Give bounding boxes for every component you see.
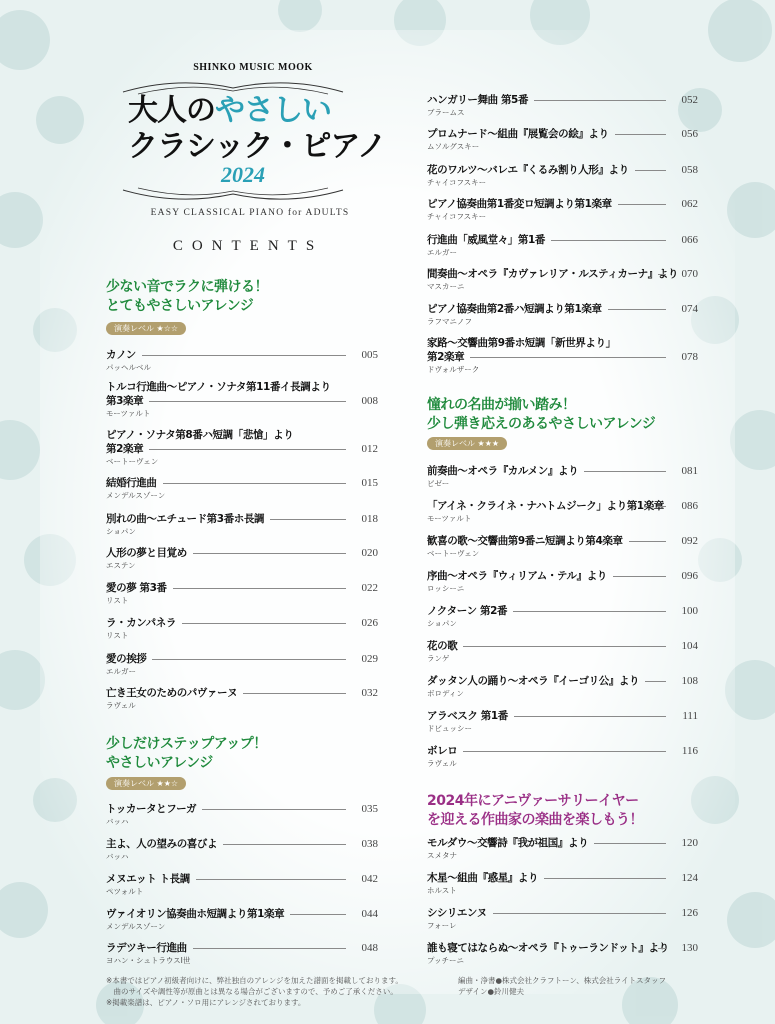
entry-title: ノクターン 第2番 bbox=[427, 605, 508, 617]
entry-title: 主よ、人の望みの喜びよ bbox=[106, 838, 218, 850]
entry-title: ピアノ・ソナタ第8番ハ短調「悲愴」より bbox=[106, 429, 294, 441]
leader-line bbox=[534, 100, 666, 101]
contents-entry bbox=[427, 499, 698, 524]
entry-composer: パッヘルベル bbox=[106, 363, 151, 372]
contents-entry bbox=[106, 907, 378, 932]
entry-page-number: 070 bbox=[681, 268, 698, 280]
entry-title: 別れの曲～エチュード第3番ホ長調 bbox=[106, 513, 265, 525]
entry-title: 家路～交響曲第9番ホ短調「新世界より」 bbox=[427, 337, 616, 349]
title-year: 2024 bbox=[221, 162, 265, 187]
leader-line bbox=[594, 843, 666, 844]
contents-entry bbox=[427, 233, 698, 258]
entry-composer: マスカーニ bbox=[427, 282, 465, 291]
entry-title: ピアノ協奏曲第2番ハ短調より第1楽章 bbox=[427, 303, 602, 315]
entry-title: 愛の夢 第3番 bbox=[106, 582, 167, 594]
entry-title: ヴァイオリン協奏曲ホ短調より第1楽章 bbox=[106, 908, 285, 920]
entry-title: トッカータとフーガ bbox=[106, 803, 197, 815]
entry-page-number: 108 bbox=[681, 675, 698, 687]
entry-composer: ランゲ bbox=[427, 654, 450, 663]
entry-page-number: 029 bbox=[361, 653, 378, 665]
contents-entry bbox=[106, 380, 378, 419]
entry-title: ダッタン人の踊り～オペラ『イーゴリ公』より bbox=[427, 675, 640, 687]
entry-title: ラデツキー行進曲 bbox=[106, 942, 187, 954]
entry-composer: チャイコフスキー bbox=[427, 212, 487, 221]
entry-page-number: 096 bbox=[681, 570, 698, 582]
entry-composer: ベートーヴェン bbox=[427, 549, 480, 558]
entry-title: トルコ行進曲～ピアノ・ソナタ第11番イ長調より bbox=[106, 381, 331, 393]
entry-page-number: 022 bbox=[361, 582, 378, 594]
entry-title: 間奏曲～オペラ『カヴァレリア・ルスティカーナ』より bbox=[427, 268, 679, 280]
leader-line bbox=[608, 309, 666, 310]
entry-title: 愛の挨拶 bbox=[106, 653, 147, 665]
entry-title: シシリエンヌ bbox=[427, 907, 487, 919]
leader-line bbox=[463, 751, 666, 752]
contents-entry bbox=[106, 581, 378, 606]
entry-title: ラ・カンパネラ bbox=[106, 617, 176, 629]
leader-line bbox=[551, 240, 666, 241]
entry-page-number: 038 bbox=[361, 838, 378, 850]
contents-entry bbox=[427, 127, 698, 152]
entry-page-number: 058 bbox=[681, 164, 698, 176]
entry-title: 木星～組曲『惑星』より bbox=[427, 872, 539, 884]
contents-entry bbox=[427, 639, 698, 664]
entry-title: メヌエット ト長調 bbox=[106, 873, 190, 885]
entry-composer: ドビュッシー bbox=[427, 724, 472, 733]
entry-page-number: 012 bbox=[361, 443, 378, 455]
entry-page-number: 018 bbox=[361, 513, 378, 525]
contents-entry bbox=[427, 197, 698, 222]
entry-composer: メンデルスゾーン bbox=[106, 491, 166, 500]
entry-page-number: 100 bbox=[681, 605, 698, 617]
entry-title: 序曲～オペラ『ウィリアム・テル』より bbox=[427, 570, 607, 582]
entry-page-number: 015 bbox=[361, 477, 378, 489]
title-line-2: クラシック・ピアノ bbox=[128, 129, 386, 164]
contents-entry bbox=[106, 837, 378, 862]
entry-composer: ラフマニノフ bbox=[427, 317, 472, 326]
contents-entry bbox=[427, 464, 698, 489]
leader-line bbox=[149, 449, 346, 450]
entry-page-number: 130 bbox=[681, 942, 698, 954]
section-heading-1: 少ない音でラクに弾ける！ とてもやさしいアレンジ bbox=[106, 279, 268, 314]
leader-line bbox=[584, 471, 666, 472]
contents-entry bbox=[106, 348, 378, 373]
entry-page-number: 056 bbox=[681, 128, 698, 140]
contents-entry bbox=[106, 941, 378, 966]
entry-page-number: 032 bbox=[361, 687, 378, 699]
entry-page-number: 048 bbox=[361, 942, 378, 954]
contents-entry bbox=[427, 93, 698, 118]
level-badge-2: 演奏レベル ★★☆ bbox=[106, 777, 186, 790]
entry-title: 亡き王女のためのパヴァーヌ bbox=[106, 687, 238, 699]
entry-title: アラベスク 第1番 bbox=[427, 710, 508, 722]
leader-line bbox=[270, 519, 346, 520]
entry-page-number: 066 bbox=[681, 234, 698, 246]
entry-page-number: 104 bbox=[681, 640, 698, 652]
contents-entry bbox=[427, 941, 698, 966]
contents-entry bbox=[427, 744, 698, 769]
entry-composer: ロッシーニ bbox=[427, 584, 465, 593]
entry-composer: ブラームス bbox=[427, 108, 465, 117]
entry-page-number: 126 bbox=[681, 907, 698, 919]
entry-composer: モーツァルト bbox=[106, 409, 151, 418]
entry-composer: エルガー bbox=[106, 667, 136, 676]
entry-page-number: 026 bbox=[361, 617, 378, 629]
leader-line bbox=[658, 948, 666, 949]
contents-entry bbox=[106, 872, 378, 897]
contents-entry bbox=[106, 546, 378, 571]
contents-entry bbox=[427, 302, 698, 327]
entry-composer: ヨハン・シュトラウスⅠ世 bbox=[106, 956, 191, 965]
leader-line bbox=[152, 659, 346, 660]
contents-entry bbox=[427, 836, 698, 861]
contents-entry bbox=[427, 569, 698, 594]
leader-line bbox=[196, 879, 346, 880]
entry-page-number: 042 bbox=[361, 873, 378, 885]
section-heading-4: 2024年にアニヴァーサリーイヤー を迎える作曲家の楽曲を楽しもう！ bbox=[427, 793, 643, 828]
entry-composer: バッハ bbox=[106, 817, 129, 826]
entry-page-number: 020 bbox=[361, 547, 378, 559]
entry-title: 第2楽章 bbox=[427, 351, 465, 363]
entry-title: ピアノ協奏曲第1番変ロ短調より第1楽章 bbox=[427, 198, 612, 210]
leader-line bbox=[182, 623, 346, 624]
contents-heading: CONTENTS bbox=[172, 238, 324, 254]
leader-line bbox=[635, 170, 666, 171]
leader-line bbox=[514, 716, 666, 717]
leader-line bbox=[615, 134, 666, 135]
entry-page-number: 086 bbox=[681, 500, 698, 512]
entry-composer: ドヴォルザーク bbox=[427, 365, 480, 374]
title-line-1: 大人のやさしい bbox=[128, 93, 331, 128]
entry-composer: スメタナ bbox=[427, 851, 457, 860]
contents-entry bbox=[106, 512, 378, 537]
entry-composer: ショパン bbox=[106, 527, 136, 536]
entry-page-number: 111 bbox=[682, 710, 698, 722]
entry-composer: ホルスト bbox=[427, 886, 457, 895]
contents-entry bbox=[106, 802, 378, 827]
publisher-label: SHINKO MUSIC MOOK bbox=[193, 62, 313, 73]
leader-line bbox=[163, 483, 347, 484]
entry-title: 「アイネ・クライネ・ナハトムジーク」より第1楽章 bbox=[427, 500, 664, 512]
entry-composer: ペツォルト bbox=[106, 887, 144, 896]
contents-entry bbox=[106, 652, 378, 677]
contents-entry bbox=[427, 163, 698, 188]
entry-page-number: 124 bbox=[681, 872, 698, 884]
entry-page-number: 081 bbox=[681, 465, 698, 477]
entry-composer: リスト bbox=[106, 596, 129, 605]
leader-line bbox=[618, 204, 666, 205]
contents-entry bbox=[427, 674, 698, 699]
contents-entry bbox=[427, 534, 698, 559]
level-badge-3: 演奏レベル ★★★ bbox=[427, 437, 507, 450]
entry-composer: ビゼー bbox=[427, 479, 450, 488]
entry-page-number: 078 bbox=[681, 351, 698, 363]
contents-entry bbox=[106, 428, 378, 467]
leader-line bbox=[470, 357, 666, 358]
leader-line bbox=[202, 809, 346, 810]
leader-line bbox=[142, 355, 346, 356]
leader-line bbox=[613, 576, 666, 577]
entry-composer: モーツァルト bbox=[427, 514, 472, 523]
entry-composer: ショパン bbox=[427, 619, 457, 628]
entry-title: 花のワルツ～バレエ『くるみ割り人形』より bbox=[427, 164, 629, 176]
entry-title: 花の歌 bbox=[427, 640, 458, 652]
entry-page-number: 092 bbox=[681, 535, 698, 547]
entry-title: 第2楽章 bbox=[106, 443, 144, 455]
entry-title: 人形の夢と目覚め bbox=[106, 547, 187, 559]
entry-page-number: 062 bbox=[681, 198, 698, 210]
entry-title: 行進曲「威風堂々」第1番 bbox=[427, 234, 546, 246]
level-badge-1: 演奏レベル ★☆☆ bbox=[106, 322, 186, 335]
entry-composer: リスト bbox=[106, 631, 129, 640]
entry-composer: ラヴェル bbox=[427, 759, 457, 768]
entry-composer: チャイコフスキー bbox=[427, 178, 487, 187]
entry-composer: ムソルグスキー bbox=[427, 142, 480, 151]
entry-composer: ラヴェル bbox=[106, 701, 136, 710]
contents-entry bbox=[106, 686, 378, 711]
leader-line bbox=[149, 401, 346, 402]
entry-page-number: 052 bbox=[681, 94, 698, 106]
entry-title: ハンガリー舞曲 第5番 bbox=[427, 94, 529, 106]
footer-credits: 編曲・浄書●株式会社クラフトーン、株式会社ライトスタッフ デザイン●鈴川健夫 bbox=[458, 976, 666, 996]
entry-title: 歓喜の歌～交響曲第9番ニ短調より第4楽章 bbox=[427, 535, 623, 547]
contents-entry bbox=[106, 476, 378, 501]
leader-line bbox=[243, 693, 346, 694]
leader-line bbox=[645, 681, 666, 682]
entry-composer: バッハ bbox=[106, 852, 129, 861]
leader-line bbox=[290, 914, 346, 915]
contents-entry bbox=[427, 906, 698, 931]
entry-composer: ベートーヴェン bbox=[106, 457, 159, 466]
entry-page-number: 074 bbox=[681, 303, 698, 315]
entry-page-number: 116 bbox=[681, 745, 698, 757]
contents-entry bbox=[427, 604, 698, 629]
leader-line bbox=[658, 274, 666, 275]
entry-title: プロムナード～組曲『展覧会の絵』より bbox=[427, 128, 609, 140]
entry-title: 誰も寝てはならぬ～オペラ『トゥーランドット』より bbox=[427, 942, 669, 954]
entry-page-number: 035 bbox=[361, 803, 378, 815]
entry-composer: エルガー bbox=[427, 248, 457, 257]
leader-line bbox=[463, 646, 666, 647]
leader-line bbox=[493, 913, 666, 914]
section-heading-3: 憧れの名曲が揃い踏み！ 少し弾き応えのあるやさしいアレンジ bbox=[427, 397, 656, 432]
contents-entry bbox=[427, 709, 698, 734]
leader-line bbox=[629, 541, 666, 542]
leader-line bbox=[193, 553, 346, 554]
entry-page-number: 044 bbox=[361, 908, 378, 920]
entry-page-number: 005 bbox=[361, 349, 378, 361]
entry-title: 前奏曲～オペラ『カルメン』より bbox=[427, 465, 579, 477]
entry-title: 第3楽章 bbox=[106, 395, 144, 407]
entry-page-number: 120 bbox=[681, 837, 698, 849]
entry-title: ボレロ bbox=[427, 745, 458, 757]
leader-line bbox=[513, 611, 666, 612]
english-subtitle: EASY CLASSICAL PIANO for ADULTS bbox=[150, 208, 350, 218]
leader-line bbox=[658, 506, 666, 507]
entry-page-number: 008 bbox=[361, 395, 378, 407]
contents-entry bbox=[427, 871, 698, 896]
contents-entry bbox=[106, 616, 378, 641]
entry-composer: プッチーニ bbox=[427, 956, 464, 965]
entry-title: モルダウ～交響詩『我が祖国』より bbox=[427, 837, 589, 849]
section-heading-2: 少しだけステップアップ！ やさしいアレンジ bbox=[106, 736, 267, 771]
entry-composer: フォーレ bbox=[427, 921, 457, 930]
entry-composer: エステン bbox=[106, 561, 136, 570]
leader-line bbox=[544, 878, 666, 879]
footer-notes: ※本書ではピアノ初級者向けに、弊社独自のアレンジを加えた譜面を掲載しております。 曲のサイズや調性等が原曲とは異なる場合がございますので、予めご了承ください。 ※掲載楽譜は、ピアノ・ソロ用にアレンジされております。 bbox=[106, 976, 403, 1007]
bottom-ornament bbox=[118, 184, 348, 208]
entry-composer: ボロディン bbox=[427, 689, 464, 698]
entry-title: 結婚行進曲 bbox=[106, 477, 157, 489]
entry-title: カノン bbox=[106, 349, 136, 361]
leader-line bbox=[223, 844, 346, 845]
contents-entry bbox=[427, 267, 698, 292]
contents-entry bbox=[427, 336, 698, 375]
leader-line bbox=[173, 588, 346, 589]
entry-composer: メンデルスゾーン bbox=[106, 922, 166, 931]
leader-line bbox=[193, 948, 346, 949]
